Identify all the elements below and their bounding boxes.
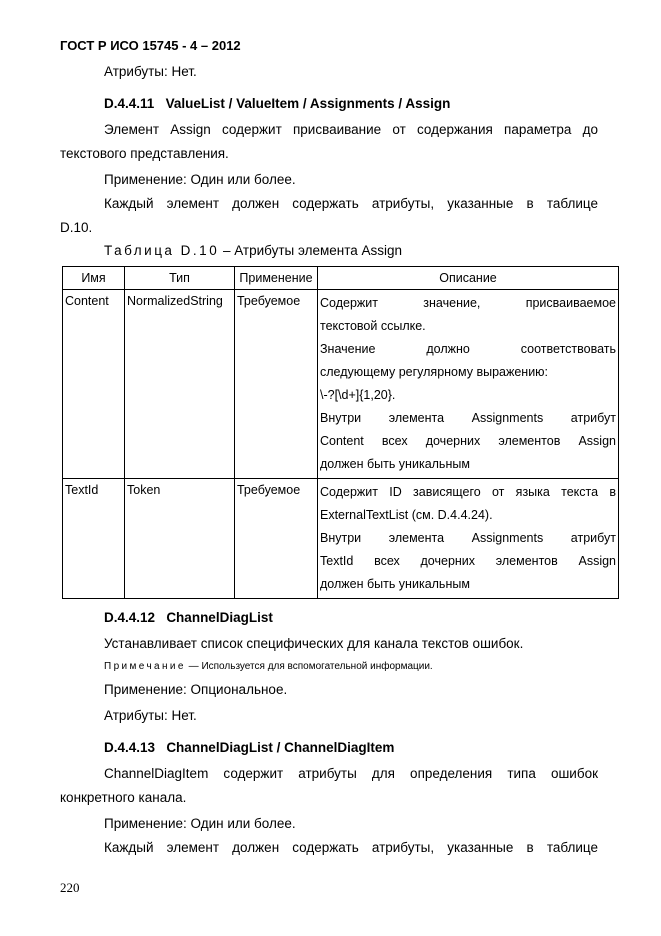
section-title: ChannelDiagList <box>166 610 273 625</box>
page-number: 220 <box>60 880 80 895</box>
paragraph-line: D.10. <box>60 220 93 235</box>
attributes-none-text: Атрибуты: Нет. <box>104 64 197 79</box>
table-row <box>63 290 619 479</box>
usage-text: Применение: Опциональное. <box>104 682 288 697</box>
note-label: Примечание <box>104 661 186 672</box>
description-line: должен быть уникальным <box>320 457 470 471</box>
cell-type: NormalizedString <box>125 290 235 479</box>
table-row <box>63 479 619 599</box>
description-line: Содержит значение, присваиваемое <box>320 296 616 310</box>
cell-description <box>318 290 619 479</box>
paragraph-line: Элемент Assign содержит присваивание от содержания параметра до <box>104 122 598 137</box>
column-header-type: Тип <box>125 267 235 290</box>
table-header-row <box>63 267 619 290</box>
paragraph-line: конкретного канала. <box>60 790 187 805</box>
paragraph-line: текстового представления. <box>60 146 229 161</box>
note-text: — Используется для вспомогательной информации. <box>188 661 433 672</box>
usage-text: Применение: Один или более. <box>104 172 296 187</box>
cell-usage: Требуемое <box>235 290 318 479</box>
paragraph-line: Каждый элемент должен содержать атрибуты, указанные в таблице <box>104 196 598 211</box>
description-line: Внутри элемента Assignments атрибут <box>320 531 616 545</box>
section-number: D.4.4.13 <box>104 740 156 755</box>
description-line: ExternalTextList (см. D.4.4.24). <box>320 508 493 522</box>
cell-usage: Требуемое <box>235 479 318 599</box>
paragraph-line: Каждый элемент должен содержать атрибуты, указанные в таблице <box>104 840 598 855</box>
description-line: текстовой ссылке. <box>320 319 426 333</box>
section-heading-d-4-4-12 <box>104 608 273 628</box>
description-line: Содержит ID зависящего от языка текста в <box>320 485 616 499</box>
table-caption-text: – Атрибуты элемента Assign <box>222 243 403 258</box>
description-line: \-?[\d+]{1,20}. <box>320 388 396 402</box>
description-line: должен быть уникальным <box>320 577 470 591</box>
section-number: D.4.4.11 <box>104 96 155 111</box>
attributes-table <box>62 266 619 599</box>
table-caption-label: Таблица D.10 <box>104 243 220 258</box>
column-header-usage: Применение <box>235 267 318 290</box>
description-line: TextId всех дочерних элементов Assign <box>320 554 616 568</box>
paragraph-line: ChannelDiagItem содержит атрибуты для определения типа ошибок <box>104 766 598 781</box>
attributes-none-text: Атрибуты: Нет. <box>104 708 197 723</box>
note <box>104 661 433 672</box>
cell-name: Content <box>63 290 125 479</box>
document-header: ГОСТ Р ИСО 15745 - 4 – 2012 <box>60 38 241 53</box>
usage-text: Применение: Один или более. <box>104 816 296 831</box>
section-number: D.4.4.12 <box>104 610 156 625</box>
section-heading-d-4-4-11 <box>104 94 450 114</box>
description-line: Значение должно соответствовать <box>320 342 616 356</box>
section-heading-d-4-4-13 <box>104 738 394 758</box>
description-line: Внутри элемента Assignments атрибут <box>320 411 616 425</box>
cell-description <box>318 479 619 599</box>
paragraph-line: Устанавливает список специфических для канала текстов ошибок. <box>104 636 524 651</box>
cell-name: TextId <box>63 479 125 599</box>
cell-type: Token <box>125 479 235 599</box>
section-title: ValueList / ValueItem / Assignments / Assign <box>165 96 451 111</box>
section-title: ChannelDiagList / ChannelDiagItem <box>166 740 395 755</box>
column-header-name: Имя <box>63 267 125 290</box>
table-caption <box>104 243 402 258</box>
description-line: следующему регулярному выражению: <box>320 365 549 379</box>
column-header-description: Описание <box>318 267 619 290</box>
description-line: Content всех дочерних элементов Assign <box>320 434 616 448</box>
